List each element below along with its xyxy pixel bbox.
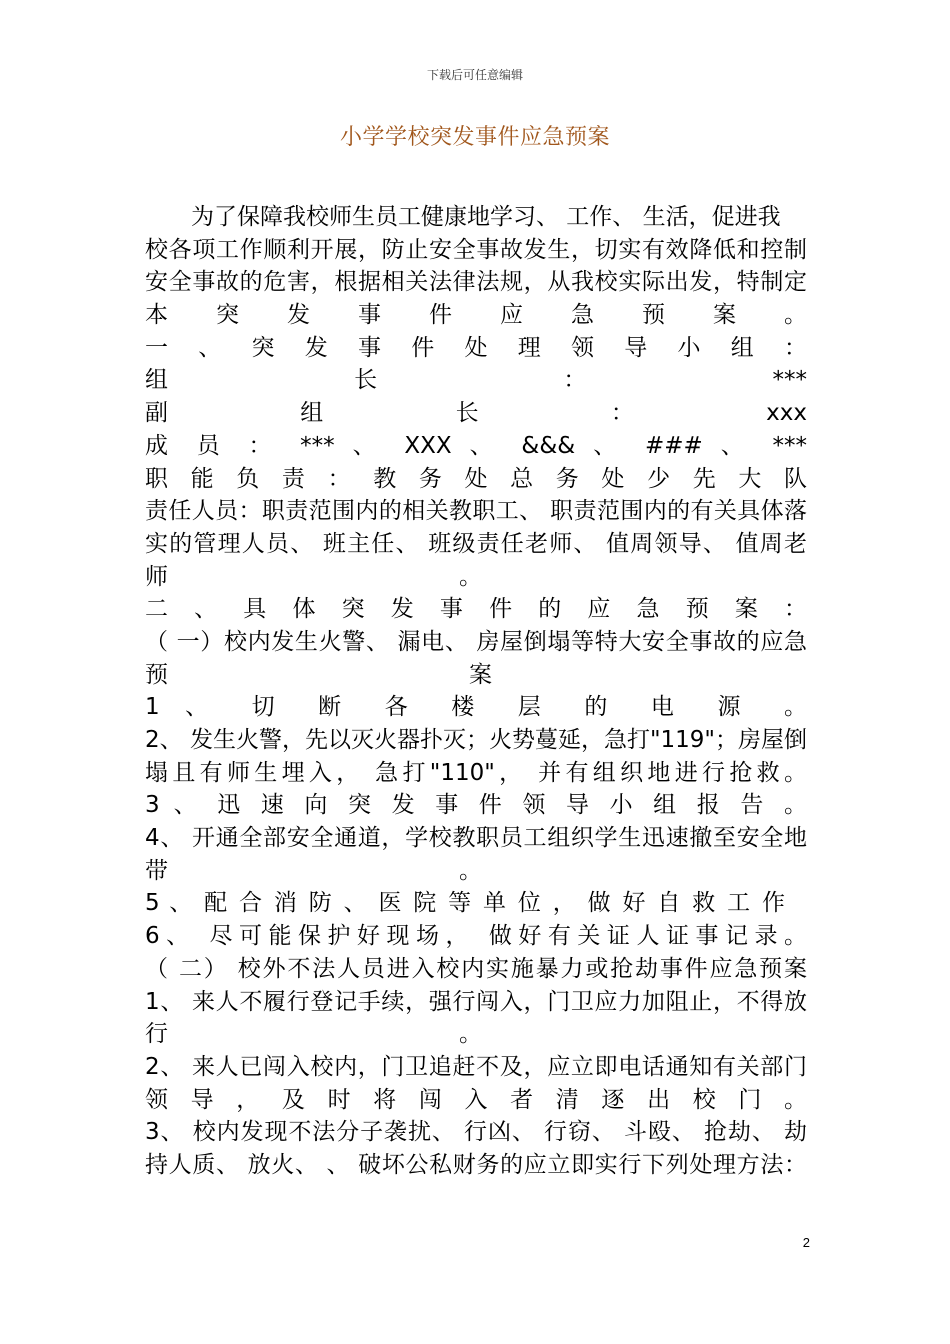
- body-line: 师 。: [145, 563, 482, 590]
- body-line: 本 突 发 事 件 应 急 预 案 。: [145, 302, 807, 329]
- body-line: 一 、 突 发 事 件 处 理 领 导 小 组 ：: [145, 334, 807, 361]
- document-title: 小学学校突发事件应急预案: [339, 125, 610, 150]
- body-line: 组 长 ： ***: [145, 367, 807, 394]
- body-line: 职 能 负 责 ： 教 务 处 总 务 处 少 先 大 队: [145, 465, 807, 492]
- body-line: 责任人员：职责范围内的相关教职工、 职责范围内的有关具体落: [145, 498, 807, 525]
- page-number: 2: [802, 1235, 810, 1250]
- body-line: 持人质、 放火、 、 破坏公私财务的应立即实行下列处理方法：: [145, 1151, 807, 1178]
- body-line: 塌且有师生埋入， 急打"110"， 并有组织地进行抢救。: [145, 759, 807, 786]
- body-line: 带 。: [145, 857, 482, 884]
- body-line: 为了保障我校师生员工健康地学习、 工作、 生活，促进我: [191, 204, 781, 230]
- body-line: 安全事故的危害，根据相关法律法规，从我校实际出发，特制定: [145, 269, 807, 296]
- body-line: 二 、 具 体 突 发 事 件 的 应 急 预 案 ：: [145, 596, 807, 623]
- body-line: （ 一）校内发生火警、 漏电、 房屋倒塌等特大安全事故的应急: [145, 628, 807, 655]
- body-line: 预 案: [145, 661, 492, 688]
- body-line: 校各项工作顺利开展，防止安全事故发生，切实有效降低和控制: [145, 236, 807, 263]
- body-line: 副 组 长 ： xxx: [145, 400, 807, 427]
- body-line: 行 。: [145, 1021, 482, 1048]
- body-line: 成 员 ： *** 、 XXX 、 &&& 、 ### 、 ***: [145, 432, 807, 459]
- header-note: 下载后可任意编辑: [426, 68, 523, 82]
- body-line: 3 、 迅 速 向 突 发 事 件 领 导 小 组 报 告 。: [145, 792, 807, 819]
- body-line: 实的管理人员、 班主任、 班级责任老师、 值周领导、 值周老: [145, 530, 807, 557]
- body-line: 3、 校内发现不法分子袭扰、 行凶、 行窃、 斗殴、 抢劫、 劫: [145, 1119, 807, 1146]
- body-line: 6、 尽可能保护好现场， 做好有关证人证事记录。: [145, 923, 807, 950]
- body-line: 5 、 配 合 消 防 、 医 院 等 单 位 ， 做 好 自 救 工 作: [145, 890, 785, 917]
- body-line: 4、 开通全部安全通道，学校教职员工组织学生迅速撤至安全地: [145, 825, 807, 852]
- body-line: 1、 来人不履行登记手续，强行闯入，门卫应力加阻止，不得放: [145, 988, 807, 1015]
- body-line: （ 二） 校外不法人员进入校内实施暴力或抢劫事件应急预案: [145, 955, 807, 982]
- body-line: 1 、 切 断 各 楼 层 的 电 源 。: [145, 694, 807, 721]
- body-line: 领 导 ， 及 时 将 闯 入 者 清 逐 出 校 门 。: [145, 1086, 807, 1113]
- body-line: 2、 来人已闯入校内，门卫追赶不及，应立即电话通知有关部门: [145, 1053, 807, 1080]
- document-body: [145, 201, 807, 1182]
- body-line: 2、 发生火警，先以灭火器扑灭；火势蔓延，急打"119"；房屋倒: [145, 727, 807, 753]
